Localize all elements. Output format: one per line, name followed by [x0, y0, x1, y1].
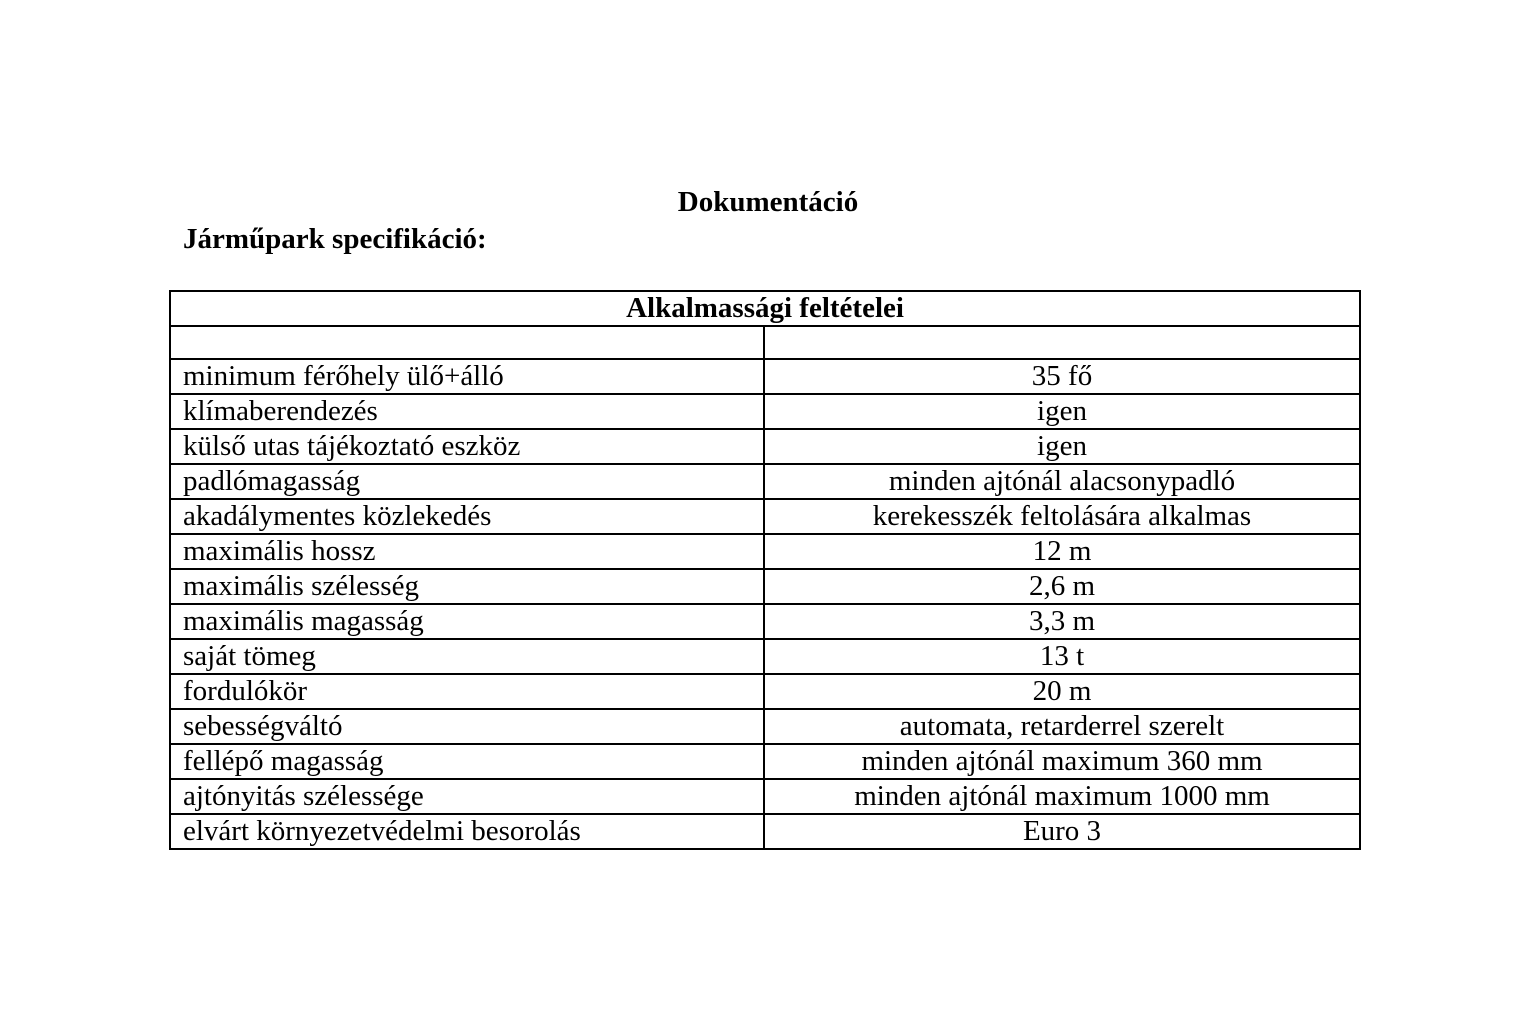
table-header: Alkalmassági feltételei	[170, 291, 1360, 326]
table-row	[170, 359, 1360, 394]
row-value: minden ajtónál alacsonypadló	[764, 464, 1360, 499]
table-row	[170, 709, 1360, 744]
table-header-row	[170, 291, 1360, 326]
row-label: akadálymentes közlekedés	[170, 499, 764, 534]
table-row	[170, 604, 1360, 639]
document-title: Dokumentáció	[677, 186, 859, 218]
row-value: minden ajtónál maximum 360 mm	[764, 744, 1360, 779]
row-value: 35 fő	[764, 359, 1360, 394]
row-value: 3,3 m	[764, 604, 1360, 639]
table-row	[170, 744, 1360, 779]
table-row	[170, 429, 1360, 464]
row-label: saját tömeg	[170, 639, 764, 674]
table-row	[170, 534, 1360, 569]
table-row	[170, 639, 1360, 674]
table-row	[170, 674, 1360, 709]
row-label: klímaberendezés	[170, 394, 764, 429]
table-row	[170, 569, 1360, 604]
row-value: 12 m	[764, 534, 1360, 569]
row-value: 13 t	[764, 639, 1360, 674]
table-row	[170, 394, 1360, 429]
row-label: elvárt környezetvédelmi besorolás	[170, 814, 764, 849]
row-value: 20 m	[764, 674, 1360, 709]
row-label: ajtónyitás szélessége	[170, 779, 764, 814]
row-value: igen	[764, 429, 1360, 464]
empty-cell-value	[764, 326, 1360, 359]
row-label: padlómagasság	[170, 464, 764, 499]
row-label: fordulókör	[170, 674, 764, 709]
row-label: maximális szélesség	[170, 569, 764, 604]
table-row	[170, 499, 1360, 534]
row-value: Euro 3	[764, 814, 1360, 849]
row-value: automata, retarderrel szerelt	[764, 709, 1360, 744]
row-label: külső utas tájékoztató eszköz	[170, 429, 764, 464]
row-label: fellépő magasság	[170, 744, 764, 779]
row-label: maximális hossz	[170, 534, 764, 569]
row-label: sebességváltó	[170, 709, 764, 744]
row-value: igen	[764, 394, 1360, 429]
table-row	[170, 814, 1360, 849]
row-value: kerekesszék feltolására alkalmas	[764, 499, 1360, 534]
row-label: minimum férőhely ülő+álló	[170, 359, 764, 394]
specification-table	[169, 290, 1361, 850]
table-row	[170, 464, 1360, 499]
empty-cell-label	[170, 326, 764, 359]
table-empty-row	[170, 326, 1360, 359]
row-value: 2,6 m	[764, 569, 1360, 604]
section-heading: Járműpark specifikáció:	[183, 223, 487, 255]
row-value: minden ajtónál maximum 1000 mm	[764, 779, 1360, 814]
row-label: maximális magasság	[170, 604, 764, 639]
table-row	[170, 779, 1360, 814]
